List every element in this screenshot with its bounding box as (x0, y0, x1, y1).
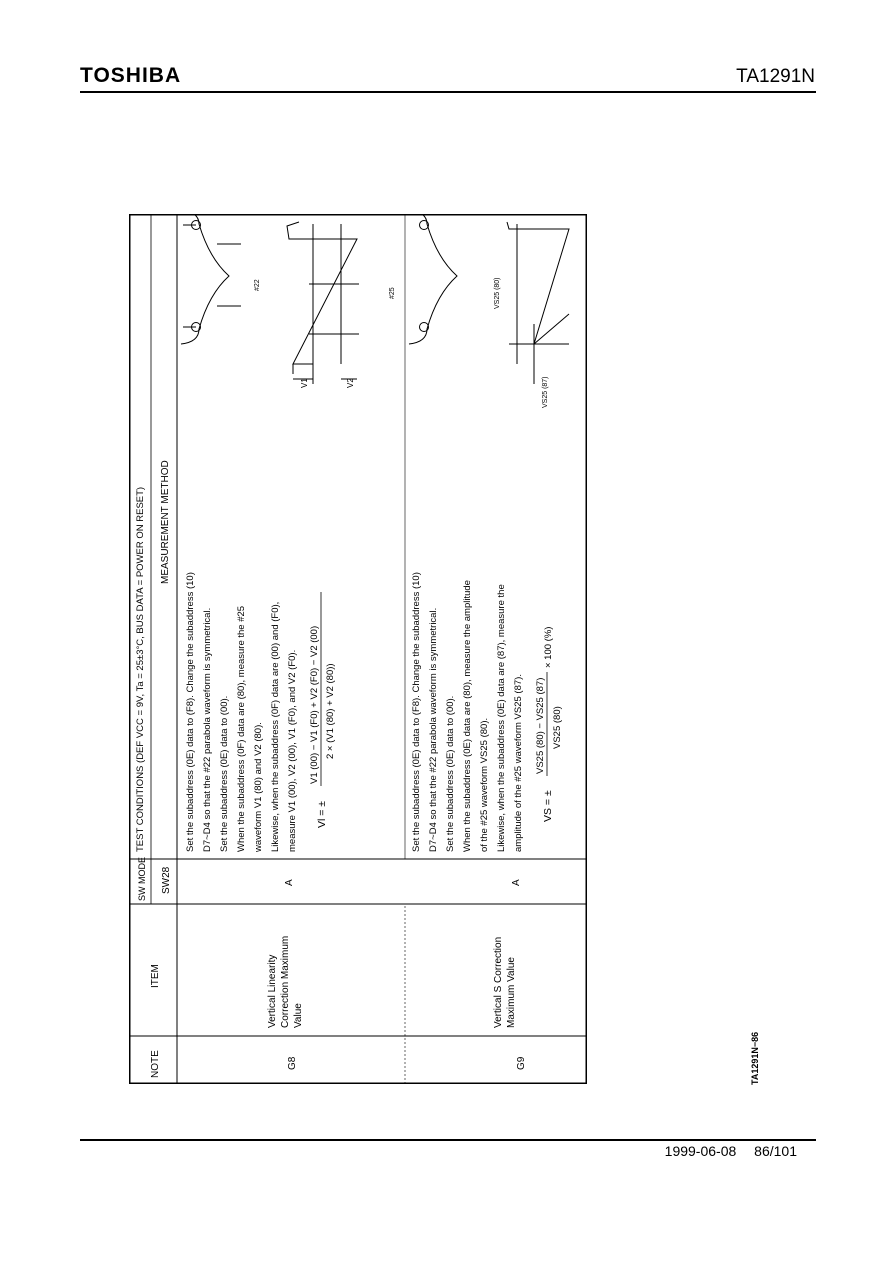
method-g9-line1: Set the subaddress (0E) data to (F8). Change the subaddress (10) (411, 572, 422, 852)
formula-g9-denominator: VS25 (80) (552, 706, 563, 749)
item-g8-line3: Value (293, 1003, 304, 1028)
method-g8-line5: waveform V1 (80) and V2 (80). (253, 722, 264, 852)
method-g9-line7: amplitude of the #25 waveform VS25 (87). (513, 674, 524, 852)
footer-date: 1999-06-08 (664, 1143, 737, 1159)
method-g8-line1: Set the subaddress (0E) data to (F8). Change the subaddress (10) (185, 572, 196, 852)
rotated-table-holder (129, 214, 587, 1084)
measurement-table (129, 214, 587, 1084)
head-sw-mode: SW MODE (137, 857, 147, 901)
footer-rule (80, 1139, 816, 1141)
g9-vs80-label: VS25 (80) (494, 277, 501, 309)
formula-g9-suffix: × 100 (%) (543, 626, 554, 668)
part-number: TA1291N (736, 66, 815, 87)
g8-v2-label: V2 (346, 378, 355, 388)
formula-g8-lhs: Vl = ± (316, 800, 328, 828)
g9-parabola-diagram (409, 214, 457, 344)
note-g8: G8 (287, 1056, 298, 1070)
g8-parabola-diagram (181, 214, 241, 344)
method-g8-line3: Set the subaddress (0E) data to (00). (219, 695, 230, 852)
method-g8-line7: measure V1 (00), V2 (00), V1 (F0), and V2 (F0). (287, 649, 298, 852)
method-g9-line5: of the #25 waveform VS25 (80). (479, 717, 490, 852)
formula-g8-denominator: 2 × (V1 (80) + V2 (80)) (325, 663, 336, 759)
method-g9-line2: D7~D4 so that the #22 parabola waveform is symmetrical. (428, 607, 439, 852)
head-note: NOTE (150, 1050, 161, 1078)
item-g8-line1: Vertical Linearity (267, 954, 278, 1028)
sw28-g9: A (511, 879, 522, 886)
method-g8-line6: Likewise, when the subaddress (0F) data are (00) and (F0), (270, 601, 281, 852)
header-rule (80, 91, 816, 93)
item-g8-line2: Correction Maximum (280, 935, 291, 1028)
g8-pin25-label: #25 (389, 287, 396, 299)
g8-v1-label: V1 (300, 378, 309, 388)
footer-page: 86/101 (754, 1143, 797, 1159)
g9-vs87-label: VS25 (87) (542, 376, 549, 408)
formula-g9-numerator: VS25 (80) − VS25 (87) (535, 677, 546, 774)
formula-g8-numerator: V1 (00) − V1 (F0) + V2 (F0) − V2 (00) (309, 625, 320, 784)
g8-sawtooth-diagram (287, 222, 359, 384)
method-g9-line6: Likewise, when the subaddress (0E) data are (87), measure the (496, 584, 507, 852)
head-item: ITEM (150, 964, 161, 988)
head-test-conditions: TEST CONDITIONS (DEF VCC = 9V, Ta = 25±3°C, BUS DATA = POWER ON RESET) (135, 486, 146, 852)
head-sw28: SW28 (161, 866, 172, 894)
doc-id: TA1291N−86 (750, 1031, 760, 1085)
g9-sawtooth-diagram (507, 222, 569, 384)
item-g9-line1: Vertical S Correction (493, 936, 504, 1028)
brand-logo: TOSHIBA (80, 64, 182, 87)
g8-pin22-label: #22 (254, 279, 261, 291)
item-g9-line2: Maximum Value (506, 957, 517, 1028)
formula-g9-lhs: VS = ± (542, 790, 554, 822)
method-g9-line3: Set the subaddress (0E) data to (00). (445, 695, 456, 852)
note-g9: G9 (516, 1056, 527, 1070)
method-g8-line2: D7~D4 so that the #22 parabola waveform is symmetrical. (202, 607, 213, 852)
method-g8-line4: When the subaddress (0F) data are (80), measure the #25 (236, 605, 247, 852)
method-g9-line4: When the subaddress (0E) data are (80), measure the amplitude (462, 580, 473, 852)
head-measurement-method: MEASUREMENT METHOD (160, 460, 171, 584)
sw28-g8: A (284, 879, 295, 886)
footer (651, 1143, 797, 1159)
